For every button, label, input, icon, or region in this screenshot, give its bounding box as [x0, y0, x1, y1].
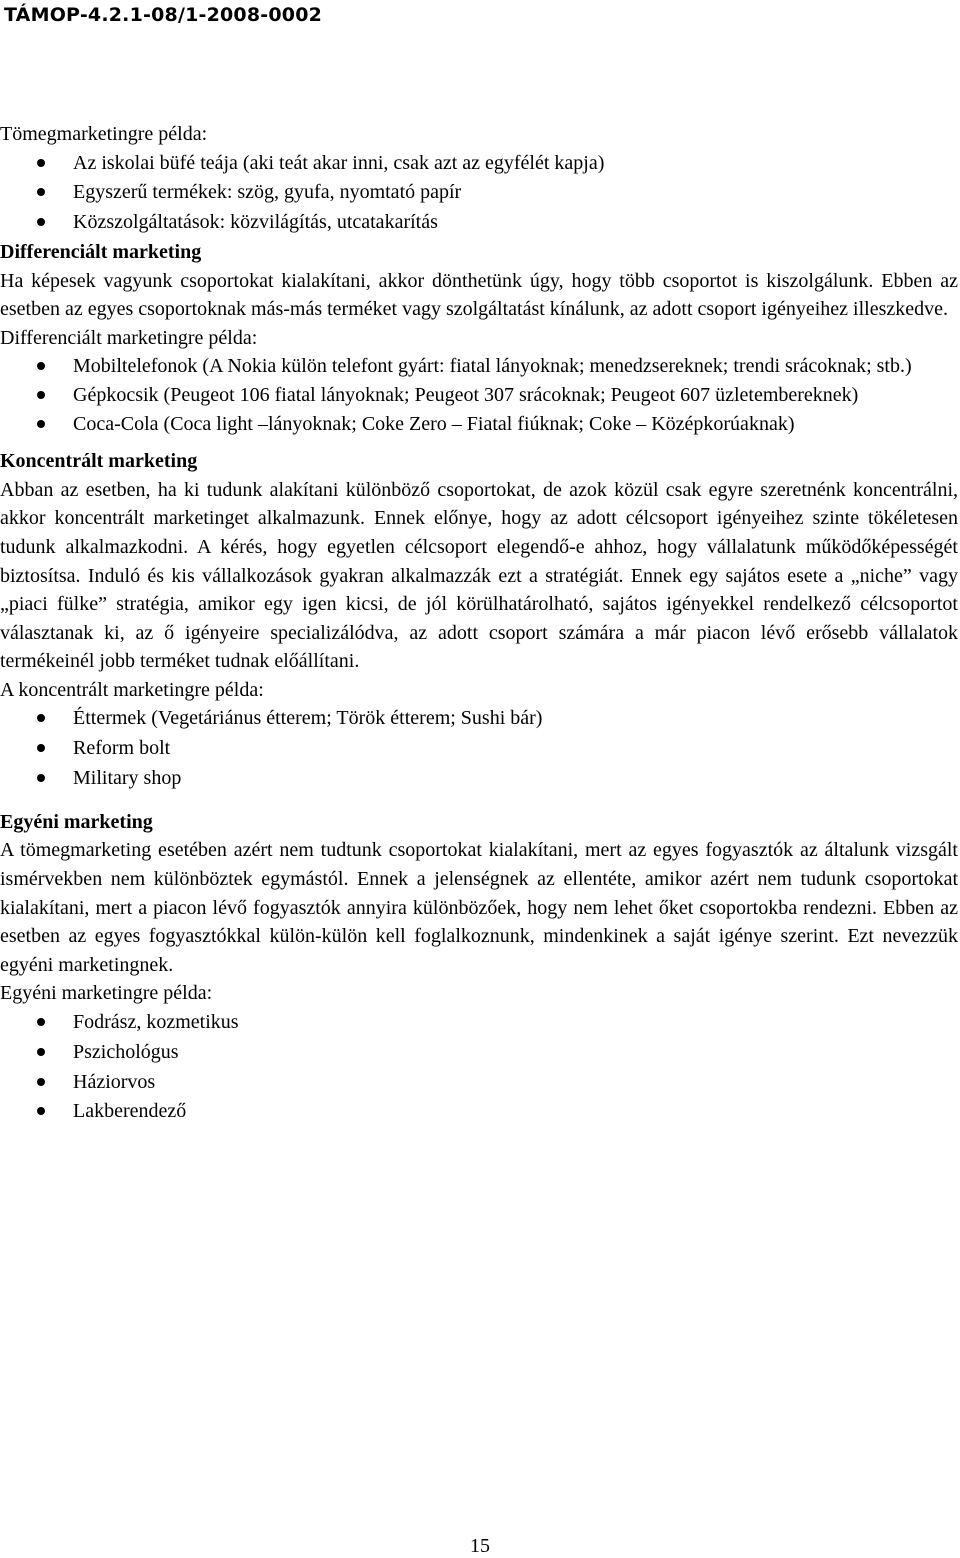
- list-item: Lakberendező: [0, 1097, 958, 1127]
- individual-marketing-example-intro: Egyéni marketingre példa:: [0, 982, 213, 1005]
- page-header-id: TÁMOP-4.2.1-08/1-2008-0002: [4, 4, 323, 26]
- list-item: Coca-Cola (Coca light –lányoknak; Coke Zero – Fiatal fiúknak; Coke – Középkorúaknak): [0, 410, 958, 439]
- individual-marketing-example-list: [0, 1008, 958, 1127]
- list-item: Gépkocsik (Peugeot 106 fiatal lányoknak; Peugeot 307 srácoknak; Peugeot 607 üzletembereknek): [0, 381, 958, 410]
- list-item: Az iskolai büfé teája (aki teát akar inni, csak azt az egyfélét kapja): [0, 149, 958, 179]
- list-item: Éttermek (Vegetáriánus étterem; Török étterem; Sushi bár): [0, 704, 958, 734]
- concentrated-marketing-body: Abban az esetben, ha ki tudunk alakítani különböző csoportokat, de azok közül csak egyre szeretnénk koncentrálni, akkor koncentrált marketinget alkalmazunk. Ennek előnye, hogy az adott célcsoport igényeihez szinte tökéletesen tudunk alkalmazkodni. A kérés, hogy egyetlen célcsoport elegendő-e ahhoz, hogy vállalatunk működőképességét biztosítsa. Induló és kis vállalkozások gyakran alkalmazzák ezt a stratégiát. Ennek egy sajátos esete a „niche” vagy „piaci fülke” stratégia, amikor egy igen kicsi, de jól körülhatárolható, sajátos igényekkel rendelkező célcsoportot választanak ki, az ő igényeire specializálódva, az adott csoport számára a már piacon lévő erősebb vállalatok termékeinél jobb terméket tudnak előállítani.: [0, 478, 958, 673]
- list-item: Military shop: [0, 764, 958, 794]
- differentiated-marketing-body: Ha képesek vagyunk csoportokat kialakítani, akkor dönthetünk úgy, hogy több csoportot is kiszolgálunk. Ebben az esetben az egyes csoportoknak más-más terméket vagy szolgáltatást kínálunk, az adott csoport igényeihez illeszkedve.: [0, 269, 958, 321]
- individual-marketing-body: A tömegmarketing esetében azért nem tudtunk csoportokat kialakítani, mert az egyes fogyasztók az általunk vizsgált ismérvekben nem különböztek egymástól. Ennek a jelenségnek az ellentéte, amikor azért nem tudunk csoportokat kialakítani, mert a piacon lévő fogyasztók annyira különbözőek, hogy nem lehet őket csoportokba rendezni. Ebben az esetben az egyes fogyasztókkal külön-külön kell foglalkoznunk, mindenkinek a saját igénye szerint. Ezt nevezzük egyéni marketingnek.: [0, 839, 958, 976]
- list-item: Egyszerű termékek: szög, gyufa, nyomtató papír: [0, 178, 958, 208]
- differentiated-marketing-example-list: [0, 352, 958, 438]
- differentiated-marketing-heading: Differenciált marketing: [0, 240, 202, 263]
- list-item: Mobiltelefonok (A Nokia külön telefont gyárt: fiatal lányoknak; menedzsereknek; trendi srácoknak; stb.): [0, 352, 958, 381]
- differentiated-marketing-example-intro: Differenciált marketingre példa:: [0, 326, 258, 349]
- list-item: Fodrász, kozmetikus: [0, 1008, 958, 1038]
- list-item: Reform bolt: [0, 734, 958, 764]
- list-item: Háziorvos: [0, 1068, 958, 1098]
- concentrated-marketing-example-intro: A koncentrált marketingre példa:: [0, 678, 264, 701]
- concentrated-marketing-heading: Koncentrált marketing: [0, 450, 198, 473]
- mass-marketing-example-list: [0, 149, 958, 238]
- individual-marketing-heading: Egyéni marketing: [0, 810, 153, 833]
- list-item: Közszolgáltatások: közvilágítás, utcatakarítás: [0, 208, 958, 238]
- concentrated-marketing-example-list: [0, 704, 958, 793]
- mass-marketing-example-intro: Tömegmarketingre példa:: [0, 123, 208, 145]
- document-body: [0, 120, 958, 1127]
- list-item: Pszichológus: [0, 1038, 958, 1068]
- page-number: 15: [470, 1535, 490, 1557]
